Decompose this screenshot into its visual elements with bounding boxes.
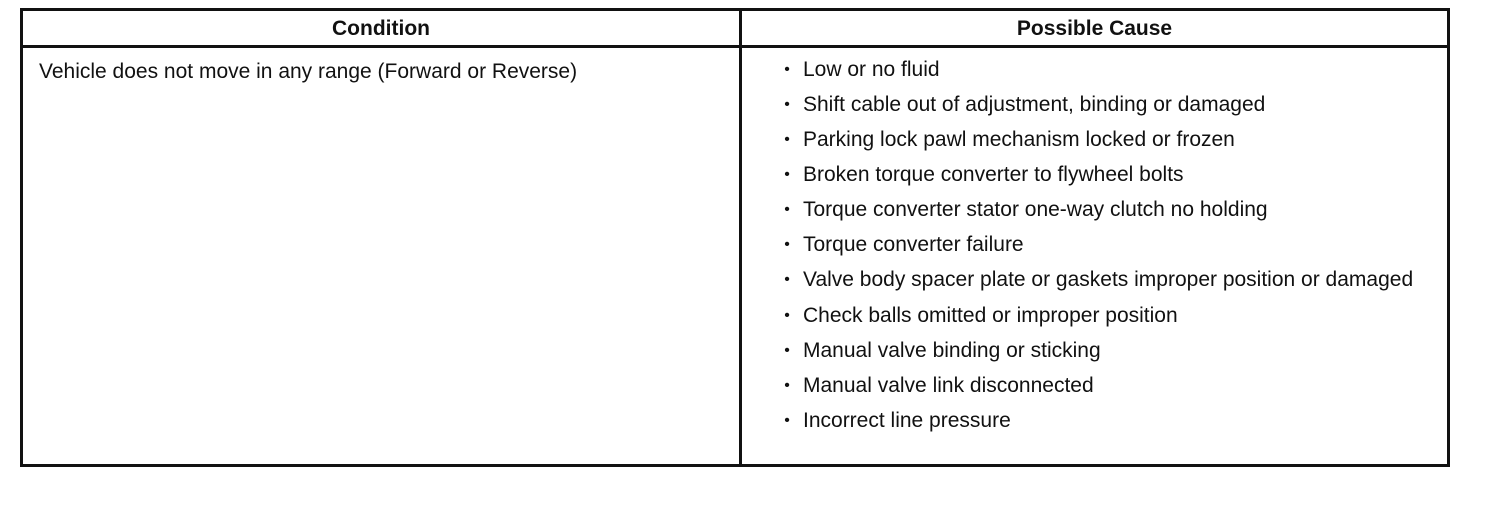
cause-list-item — [777, 92, 1442, 118]
bullet-icon: • — [784, 307, 790, 324]
bullet-icon: • — [784, 377, 790, 394]
bullet-icon: • — [784, 271, 790, 288]
bullet-icon: • — [784, 166, 790, 183]
bullet-icon: • — [784, 201, 790, 218]
cause-text: Valve body spacer plate or gaskets improper position or damaged — [803, 268, 1414, 291]
cause-text: Check balls omitted or improper position — [803, 304, 1178, 327]
cause-list-item — [777, 408, 1442, 434]
possible-cause-list — [777, 57, 1442, 443]
cause-list-item — [777, 197, 1442, 223]
cause-text: Parking lock pawl mechanism locked or frozen — [803, 128, 1235, 151]
bullet-icon: • — [784, 96, 790, 113]
bullet-icon: • — [784, 412, 790, 429]
cause-text: Incorrect line pressure — [803, 409, 1011, 432]
bullet-icon: • — [784, 342, 790, 359]
bullet-icon: • — [784, 131, 790, 148]
cause-list-item — [777, 338, 1442, 364]
possible-cause-column-header: Possible Cause — [1016, 17, 1173, 40]
cause-list-item — [777, 303, 1442, 329]
column-divider — [739, 11, 742, 464]
cause-list-item — [777, 162, 1442, 188]
bullet-icon: • — [784, 236, 790, 253]
cause-text: Torque converter failure — [803, 233, 1024, 256]
cause-list-item — [777, 57, 1442, 83]
cause-text: Manual valve binding or sticking — [803, 339, 1101, 362]
condition-cell: Vehicle does not move in any range (Forward or Reverse) — [39, 60, 578, 83]
cause-list-item — [777, 232, 1442, 258]
cause-list-item — [777, 373, 1442, 399]
cause-text: Manual valve link disconnected — [803, 374, 1094, 397]
table-header-row — [23, 11, 1447, 48]
cause-text: Shift cable out of adjustment, binding or damaged — [803, 93, 1266, 116]
cause-list-item — [777, 267, 1442, 293]
condition-column-header: Condition — [332, 17, 430, 40]
cause-list-item — [777, 127, 1442, 153]
bullet-icon: • — [784, 61, 790, 78]
diagnosis-table — [20, 8, 1450, 467]
cause-text: Broken torque converter to flywheel bolts — [803, 163, 1184, 186]
cause-text: Low or no fluid — [803, 58, 940, 81]
cause-text: Torque converter stator one-way clutch no holding — [803, 198, 1268, 221]
